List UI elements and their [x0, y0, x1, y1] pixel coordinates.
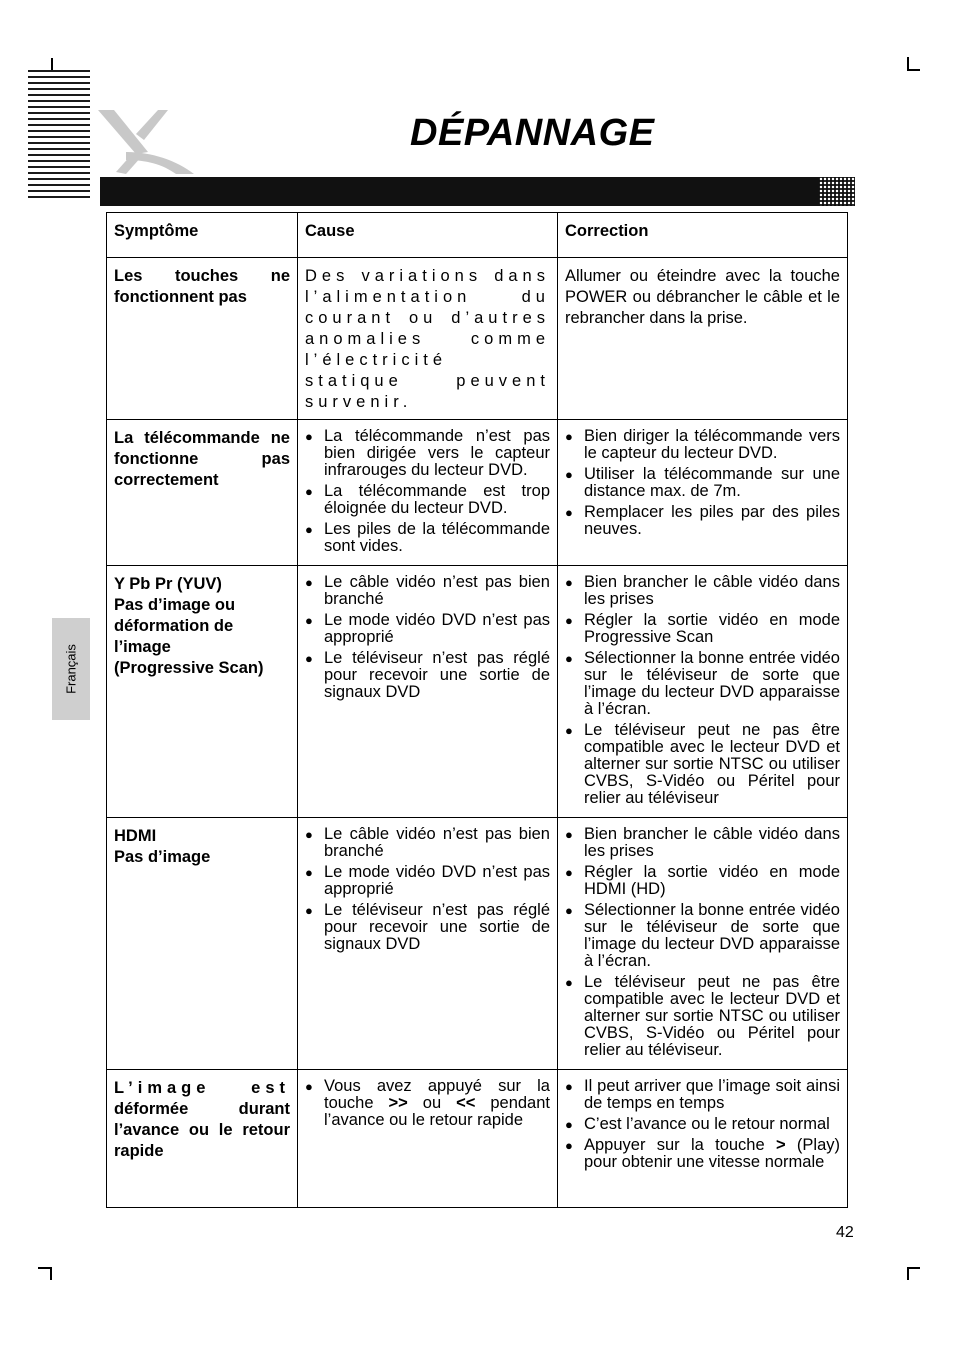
crop-mark-bottom-right [907, 1267, 920, 1269]
header-symptom: Symptôme [107, 213, 298, 258]
correction-item: ● Sélectionner la bonne entrée vidéo sur le téléviseur de sorte que l’image du lecteur DVD apparaisse à l’écran. [565, 650, 840, 718]
language-tab [52, 618, 90, 720]
crop-mark-top-right-h [907, 69, 920, 71]
correction-cell [558, 566, 848, 818]
language-tab-label: Français [63, 644, 79, 694]
cause-text-mid: ou [407, 1094, 457, 1112]
cause-cell [298, 566, 558, 818]
cause-item: ● Le câble vidéo n’est pas bien branché [305, 826, 550, 860]
correction-item: ● Remplacer les piles par des piles neuves. [565, 504, 840, 538]
correction-cell [558, 818, 848, 1070]
symptom-cell [107, 1070, 298, 1208]
header-cause: Cause [298, 213, 558, 258]
page-title: DÉPANNAGE [410, 112, 655, 154]
symptom-first: L’image est [114, 1079, 290, 1097]
symptom-cell [107, 818, 298, 1070]
banner-dot-pattern [819, 177, 855, 206]
symptom-cell: Les touches ne fonctionnent pas [107, 258, 298, 420]
header-correction: Correction [558, 213, 848, 258]
correction-item: ● Le téléviseur peut ne pas être compatible avec le lecteur DVD et alterner sur sortie NTSC ou utiliser CVBS, S-Vidéo ou Péritel pour relier au téléviseur [565, 722, 840, 807]
correction-cell [558, 1070, 848, 1208]
correction-item: ● C’est l’avance ou le retour normal [565, 1116, 840, 1133]
cause-item: ● La télécommande est trop éloignée du lecteur DVD. [305, 483, 550, 517]
correction-cell [558, 420, 848, 566]
decorative-stripes [28, 70, 90, 198]
crop-mark-bottom-left-v [50, 1267, 52, 1280]
cause-item [305, 1078, 550, 1129]
table-row [107, 420, 848, 566]
correction-item: ● Bien diriger la télécommande vers le capteur du lecteur DVD. [565, 428, 840, 462]
cause-item: ● Le mode vidéo DVD n’est pas approprié [305, 612, 550, 646]
play-key: > [775, 1136, 786, 1154]
correction-text-post: (Play) pour obtenir une vitesse normale [584, 1136, 840, 1171]
cause-text: Des variations dans l’alimentation du courant ou d’autres anomalies comme l’électricité statique peuvent survenir. [305, 267, 550, 411]
correction-item: ● Régler la sortie vidéo en mode Progressive Scan [565, 612, 840, 646]
correction-item [565, 1137, 840, 1171]
symptom-line: Pas d’image [114, 848, 211, 866]
cause-item: ● Le téléviseur n’est pas réglé pour recevoir une sortie de signaux DVD [305, 650, 550, 701]
table-header-row [107, 213, 848, 258]
correction-item: ● Sélectionner la bonne entrée vidéo sur le téléviseur de sorte que l’image du lecteur DVD apparaisse à l’écran. [565, 902, 840, 970]
correction-item: ● Le téléviseur peut ne pas être compatible avec le lecteur DVD et alterner sur sortie NTSC ou utiliser CVBS, S-Vidéo ou Péritel pour relier au téléviseur. [565, 974, 840, 1059]
fast-forward-key: >> [388, 1094, 408, 1112]
cause-cell [298, 1070, 558, 1208]
symptom-line: (Progressive Scan) [114, 659, 264, 677]
crop-mark-bottom-right-v [907, 1267, 909, 1280]
symptom-rest: déformée durant l’avance ou le retour rapide [114, 1100, 290, 1160]
cause-item: ● Le téléviseur n’est pas réglé pour recevoir une sortie de signaux DVD [305, 902, 550, 953]
correction-cell: Allumer ou éteindre avec la touche POWER ou débrancher le câble et le rebrancher dans la prise. [558, 258, 848, 420]
correction-text-pre: Appuyer sur la touche [584, 1136, 776, 1154]
rewind-key: << [456, 1094, 476, 1112]
cause-text-post: pendant l’avance ou le retour rapide [324, 1094, 550, 1129]
symptom-line: Y Pb Pr (YUV) [114, 575, 222, 593]
page-number: 42 [836, 1224, 854, 1241]
cause-item: ● Le câble vidéo n’est pas bien branché [305, 574, 550, 608]
troubleshooting-table [106, 212, 848, 1208]
brand-x-logo [96, 108, 196, 176]
correction-item: ● Bien brancher le câble vidéo dans les prises [565, 826, 840, 860]
table-row [107, 258, 848, 420]
symptom-cell [107, 566, 298, 818]
correction-item: ● Utiliser la télécommande sur une distance max. de 7m. [565, 466, 840, 500]
cause-cell [298, 258, 558, 420]
cause-item: ● La télécommande n’est pas bien dirigée vers le capteur infrarouges du lecteur DVD. [305, 428, 550, 479]
correction-item: ● Régler la sortie vidéo en mode HDMI (HD) [565, 864, 840, 898]
cause-cell [298, 818, 558, 1070]
cause-item: ● Les piles de la télécommande sont vides. [305, 521, 550, 555]
table-row [107, 1070, 848, 1208]
header-banner [100, 177, 855, 206]
table-row [107, 566, 848, 818]
cause-cell [298, 420, 558, 566]
symptom-cell: La télécommande ne fonctionne pas correctement [107, 420, 298, 566]
cause-item: ● Le mode vidéo DVD n’est pas approprié [305, 864, 550, 898]
correction-item: ● Bien brancher le câble vidéo dans les prises [565, 574, 840, 608]
table-row [107, 818, 848, 1070]
correction-item: ● Il peut arriver que l’image soit ainsi de temps en temps [565, 1078, 840, 1112]
cause-text-pre: Vous avez appuyé sur la touche [324, 1077, 550, 1112]
symptom-line: HDMI [114, 827, 157, 845]
symptom-line: Pas d’image ou déformation de l’image [114, 596, 236, 656]
